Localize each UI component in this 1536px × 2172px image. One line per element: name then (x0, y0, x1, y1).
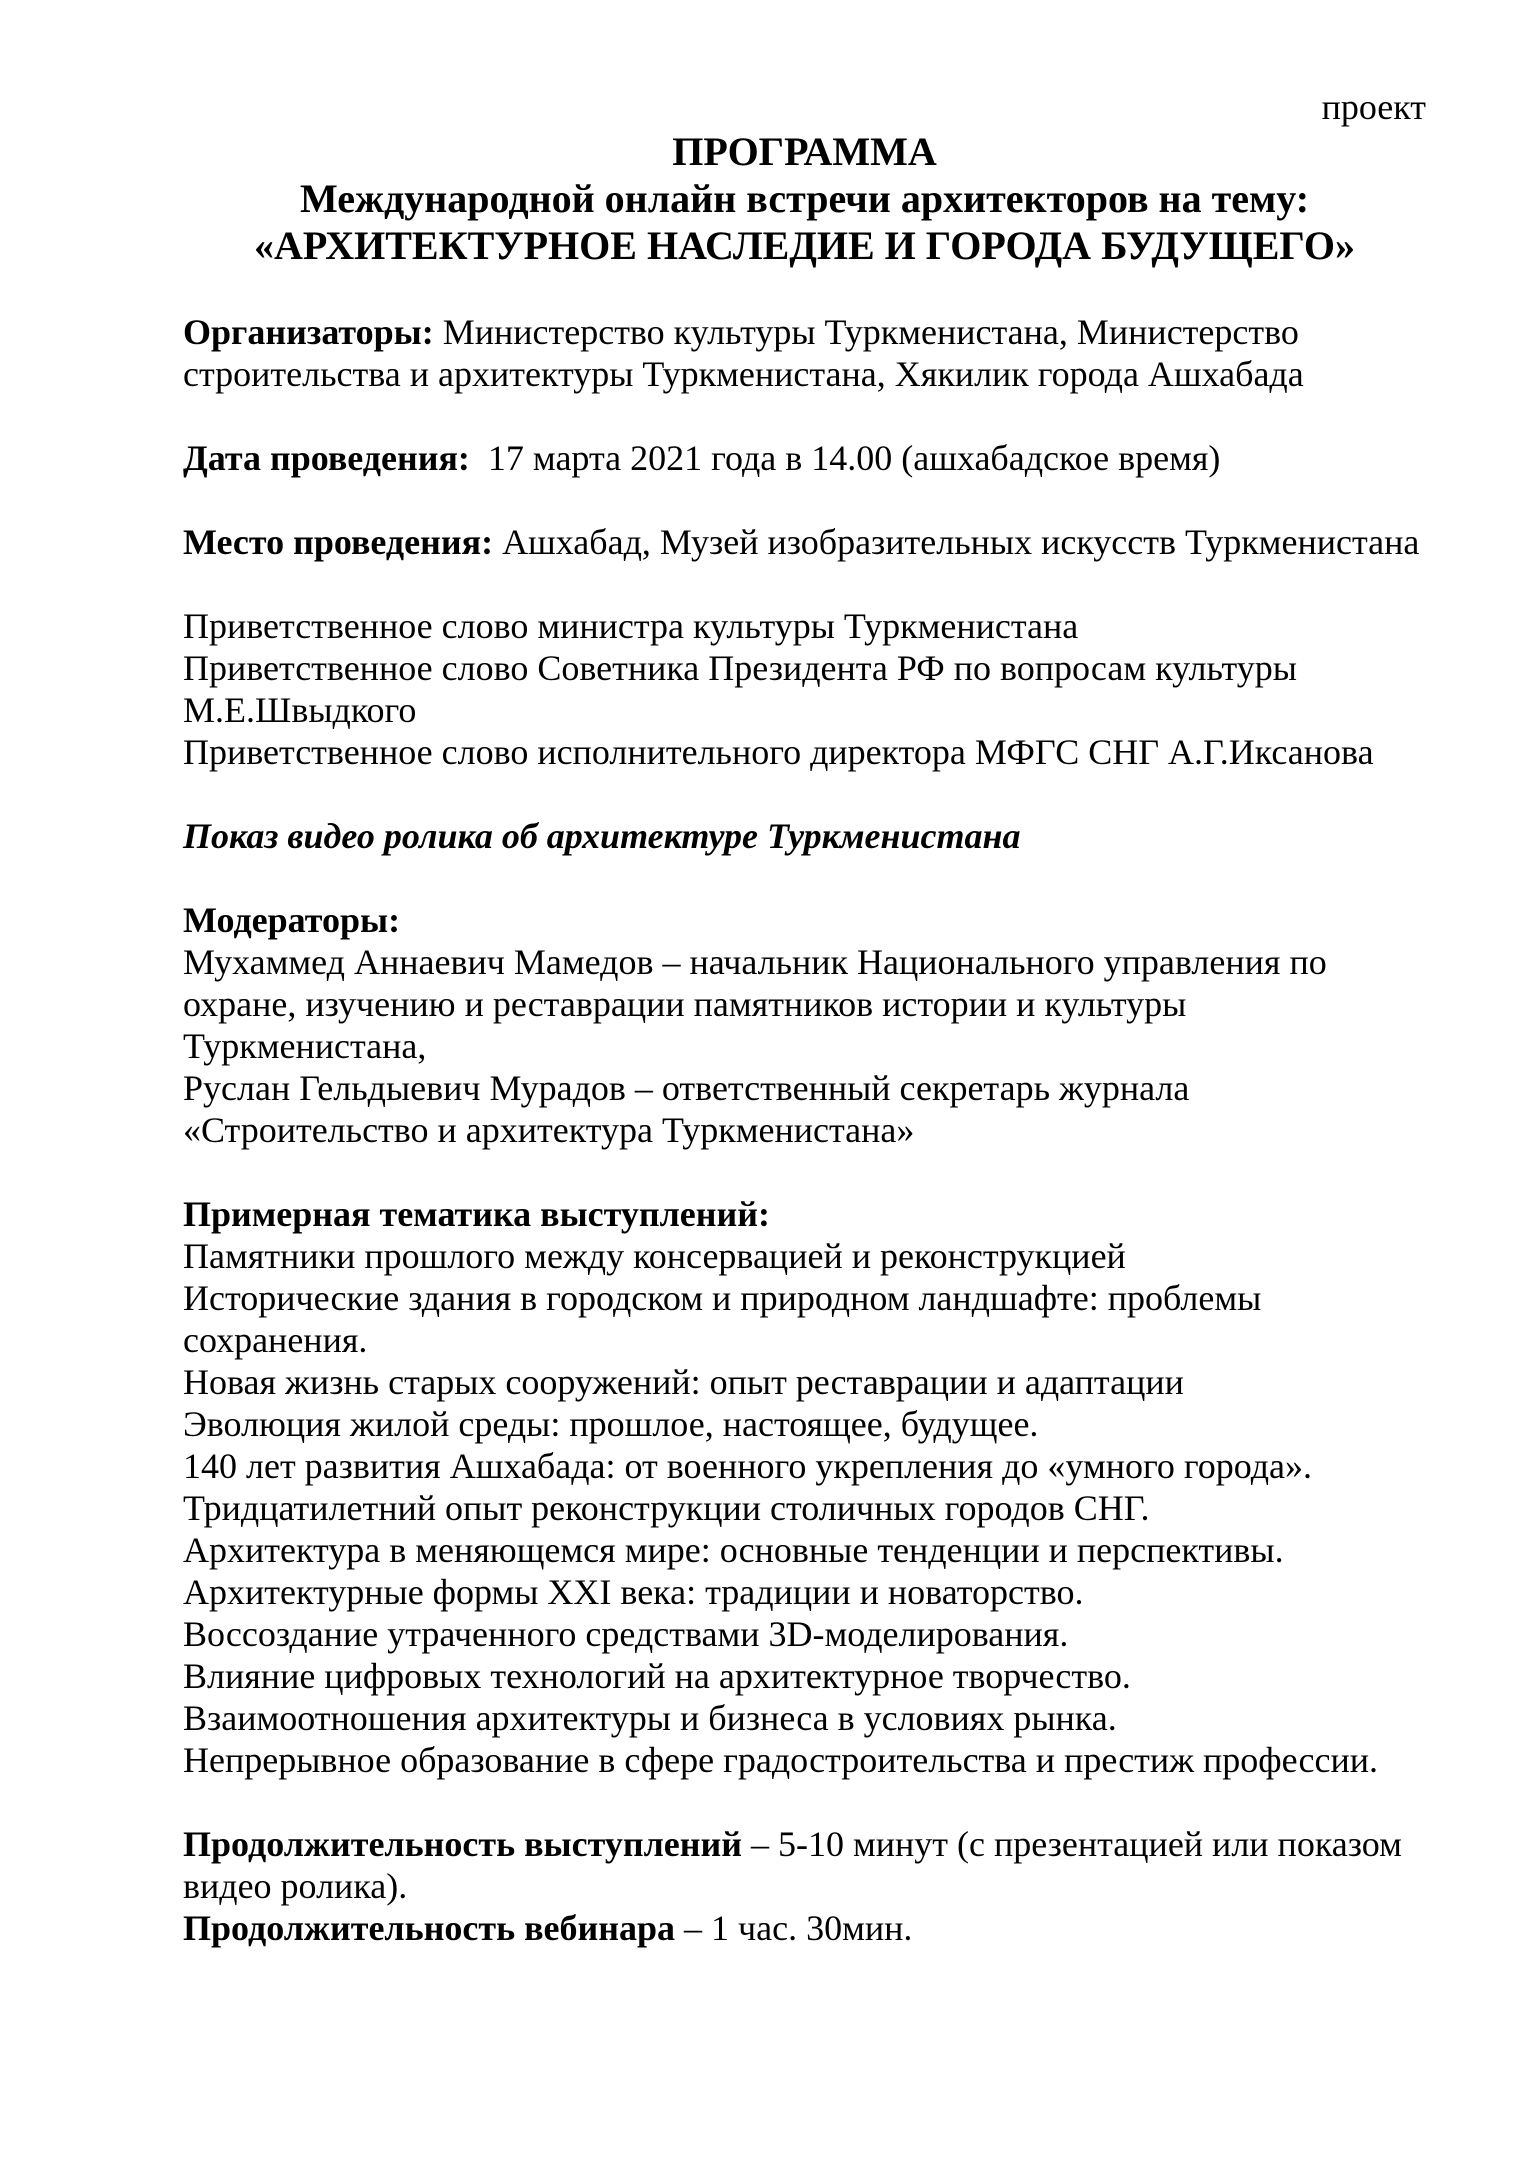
topic-line: Памятники прошлого между консервацией и реконструкцией (183, 1236, 1126, 1276)
title-line-2: Международной онлайн встречи архитекторов на тему: (299, 176, 1310, 221)
greeting-line: Приветственное слово Советника Президента РФ по вопросам культуры М.Е.Швыдкого (183, 648, 1306, 730)
organizers-text: Министерство культуры Туркменистана, Министерство строительства и архитектуры Туркменистана, Хякилик города Ашхабада (183, 312, 1308, 394)
organizers-label: Организаторы: (183, 312, 434, 352)
organizers-paragraph (183, 311, 1426, 395)
venue-text: Ашхабад, Музей изобразительных искусств Туркменистана (493, 522, 1420, 562)
date-text: 17 марта 2021 года в 14.00 (ашхабадское время) (469, 438, 1221, 478)
moderators-heading: Модераторы: (183, 900, 401, 940)
moderator-line: Руслан Гельдыевич Мурадов – ответственный секретарь журнала «Строительство и архитектура Туркменистана» (183, 1068, 1199, 1150)
greetings-block (183, 605, 1426, 773)
topic-line: Воссоздание утраченного средствами 3D-моделирования. (183, 1614, 1069, 1654)
webinar-duration-paragraph (183, 1907, 1426, 1949)
title-line-3: «АРХИТЕКТУРНОЕ НАСЛЕДИЕ И ГОРОДА БУДУЩЕГО» (254, 223, 1355, 268)
topic-line: Эволюция жилой среды: прошлое, настоящее, будущее. (183, 1404, 1039, 1444)
moderators-block (183, 899, 1426, 1151)
date-paragraph (183, 437, 1426, 479)
topics-block (183, 1193, 1426, 1781)
greeting-line: Приветственное слово исполнительного директора МФГС СНГ А.Г.Иксанова (183, 732, 1374, 772)
webinar-duration-label: Продолжительность вебинара (183, 1908, 676, 1948)
document-title (183, 128, 1426, 269)
watermark-note: проект (1321, 87, 1426, 127)
topic-line: Непрерывное образование в сфере градостроительства и престиж профессии. (183, 1740, 1378, 1780)
greeting-line: Приветственное слово министра культуры Туркменистана (183, 606, 1079, 646)
topic-line: Архитектурные формы XXI века: традиции и новаторство. (183, 1572, 1084, 1612)
topic-line: Новая жизнь старых сооружений: опыт реставрации и адаптации (183, 1362, 1184, 1402)
date-label: Дата проведения: (183, 438, 470, 478)
speech-duration-label: Продолжительность выступлений (183, 1824, 742, 1864)
title-line-1: ПРОГРАММА (672, 129, 937, 174)
topic-line: Взаимоотношения архитектуры и бизнеса в условиях рынка. (183, 1698, 1117, 1738)
duration-block (183, 1823, 1426, 1949)
speech-duration-text: – 5-10 минут (с презентацией или показом видео ролика). (183, 1824, 1411, 1906)
webinar-duration-text: – 1 час. 30мин. (675, 1908, 913, 1948)
topics-heading: Примерная тематика выступлений: (183, 1194, 771, 1234)
video-note: Показ видео ролика об архитектуре Туркменистана (183, 816, 1021, 856)
venue-paragraph (183, 521, 1426, 563)
topic-line: Исторические здания в городском и природном ландшафте: проблемы сохранения. (183, 1278, 1271, 1360)
topic-line: Влияние цифровых технологий на архитектурное творчество. (183, 1656, 1131, 1696)
topic-line: Тридцатилетний опыт реконструкции столичных городов СНГ. (183, 1488, 1150, 1528)
topic-line: Архитектура в меняющемся мире: основные тенденции и перспективы. (183, 1530, 1284, 1570)
topic-line: 140 лет развития Ашхабада: от военного укрепления до «умного города». (183, 1446, 1312, 1486)
venue-label: Место проведения: (183, 522, 494, 562)
moderator-line: Мухаммед Аннаевич Мамедов – начальник Национального управления по охране, изучению и реставрации памятников истории и культуры Туркменистана, (183, 942, 1336, 1066)
speech-duration-paragraph (183, 1823, 1426, 1907)
